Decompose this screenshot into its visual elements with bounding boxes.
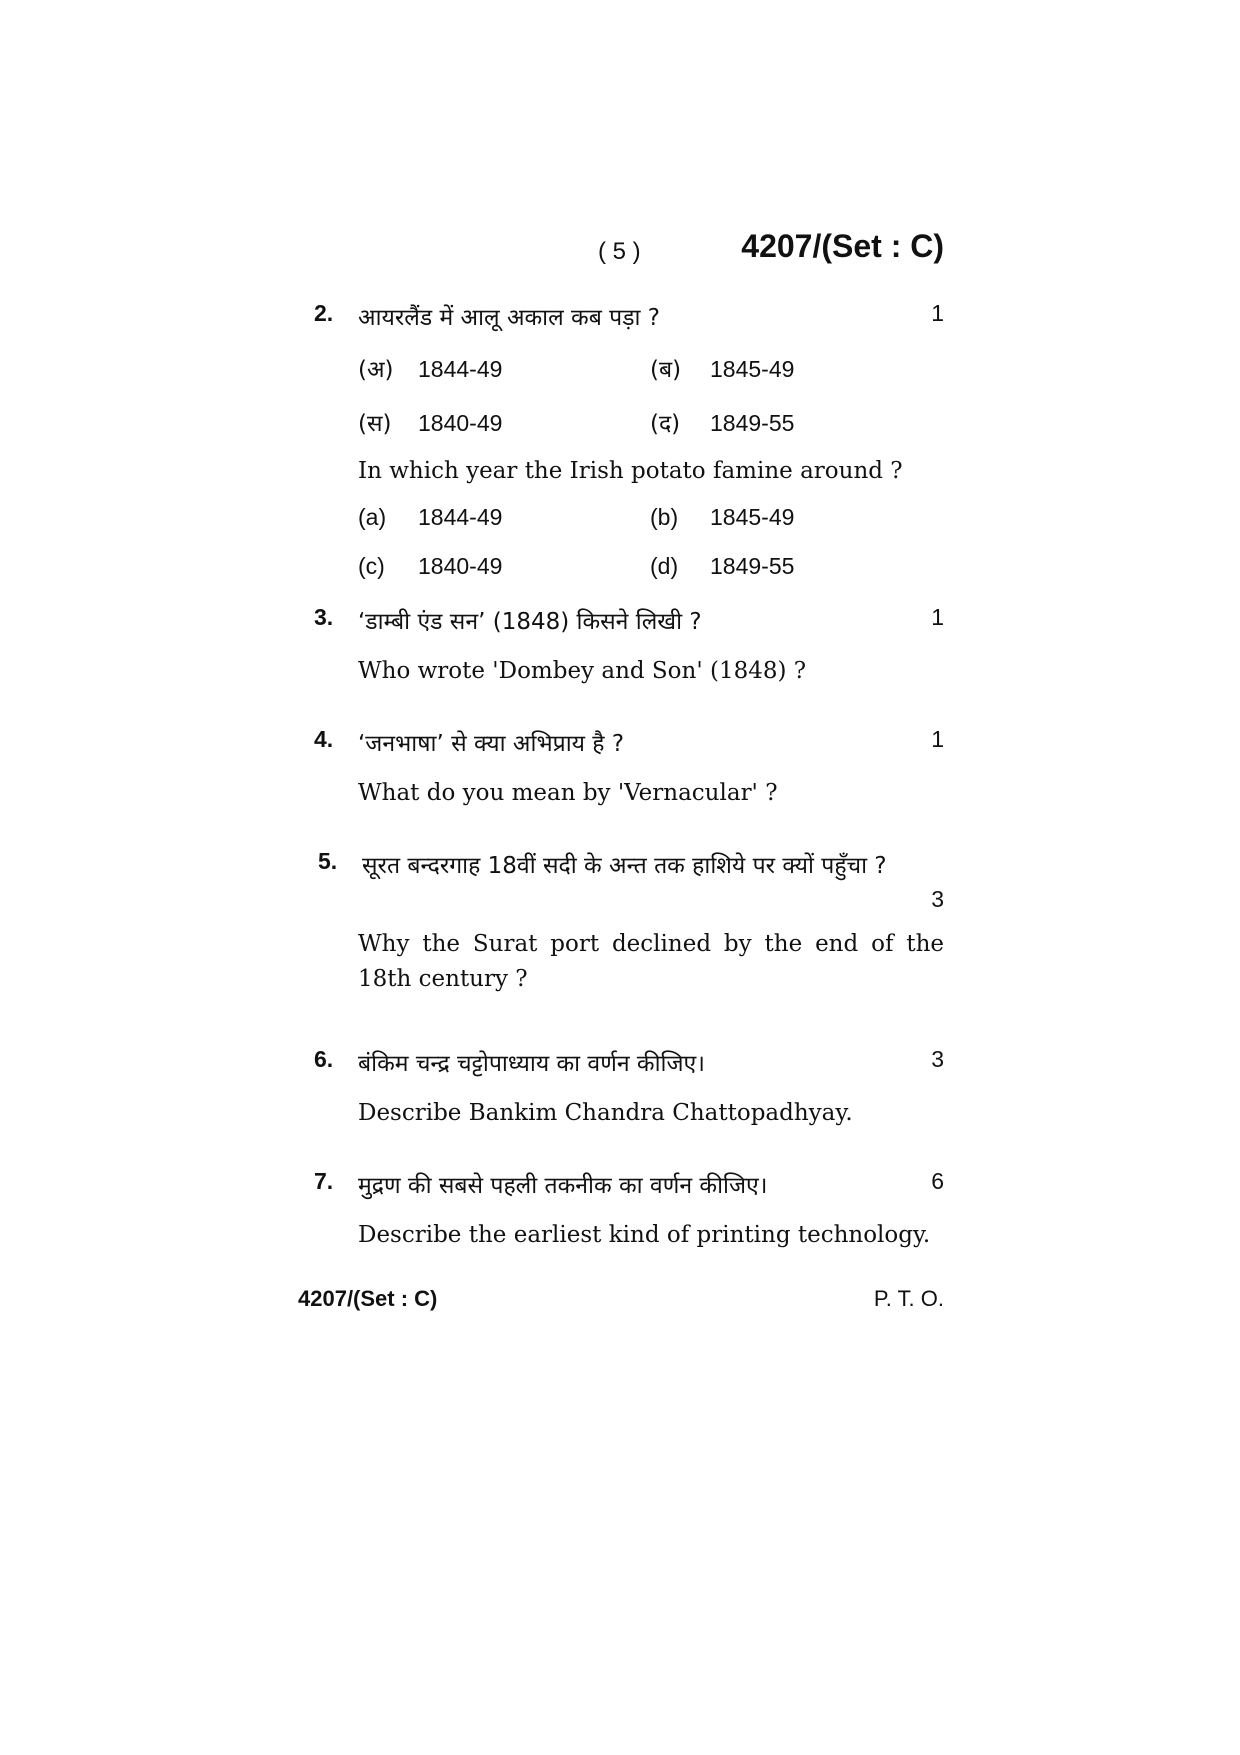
option-value: 1849-55 bbox=[710, 553, 795, 579]
question-6 bbox=[314, 1046, 944, 1126]
question-number: 3. bbox=[314, 604, 334, 630]
paper-code-header: 4207/(Set : C) bbox=[741, 228, 944, 264]
option bbox=[650, 504, 900, 531]
question-text-hindi: बंकिम चन्द्र चट्टोपाध्याय का वर्णन कीजिए। bbox=[358, 1051, 705, 1077]
question-marks: 3 bbox=[931, 886, 944, 912]
option bbox=[358, 352, 650, 384]
question-text-hindi: ‘जनभाषा’ से क्या अभिप्राय है ? bbox=[358, 731, 625, 757]
option-label: (b) bbox=[650, 504, 679, 530]
question-3 bbox=[314, 604, 944, 684]
option-label: (स) bbox=[358, 411, 392, 437]
question-2 bbox=[314, 300, 944, 580]
option-value: 1840-49 bbox=[418, 410, 503, 436]
option-value: 1840-49 bbox=[418, 553, 503, 579]
question-text-hindi: मुद्रण की सबसे पहली तकनीक का वर्णन कीजिए। bbox=[358, 1173, 768, 1199]
option-label: (ब) bbox=[650, 357, 682, 383]
option-label: (c) bbox=[358, 553, 385, 579]
question-text-hindi: ‘डाम्बी एंड सन’ (1848) किसने लिखी ? bbox=[358, 609, 702, 635]
question-number: 7. bbox=[314, 1168, 334, 1194]
question-marks: 6 bbox=[931, 1168, 944, 1194]
page-number: ( 5 ) bbox=[598, 238, 641, 265]
question-marks: 3 bbox=[931, 1046, 944, 1072]
question-text-english: In which year the Irish potato famine around ? bbox=[358, 458, 903, 484]
question-5 bbox=[314, 848, 944, 996]
please-turn-over: P. T. O. bbox=[873, 1286, 944, 1311]
question-7 bbox=[314, 1168, 944, 1248]
question-text-english: Describe Bankim Chandra Chattopadhyay. bbox=[358, 1100, 853, 1126]
question-number: 2. bbox=[314, 300, 334, 326]
option bbox=[650, 352, 900, 384]
question-marks: 1 bbox=[931, 726, 944, 752]
option-value: 1845-49 bbox=[710, 504, 795, 530]
option-label: (a) bbox=[358, 504, 387, 530]
question-number: 5. bbox=[318, 848, 338, 874]
question-text-english: Who wrote 'Dombey and Son' (1848) ? bbox=[358, 658, 807, 684]
question-text-english: Why the Surat port declined by the end of the 18th century ? bbox=[358, 931, 944, 992]
option-value: 1845-49 bbox=[710, 356, 795, 382]
option-value: 1849-55 bbox=[710, 410, 795, 436]
option bbox=[358, 504, 650, 531]
option-label: (द) bbox=[650, 411, 681, 437]
question-text-english: Describe the earliest kind of printing technology. bbox=[358, 1222, 931, 1248]
question-marks: 1 bbox=[931, 300, 944, 326]
question-marks: 1 bbox=[931, 604, 944, 630]
option-label: (अ) bbox=[358, 357, 394, 383]
paper-code-footer: 4207/(Set : C) bbox=[298, 1286, 438, 1311]
question-text-hindi: सूरत बन्दरगाह 18वीं सदी के अन्त तक हाशिये पर क्यों पहुँचा ? bbox=[362, 853, 887, 879]
option bbox=[650, 553, 900, 580]
question-text-english: What do you mean by 'Vernacular' ? bbox=[358, 780, 778, 806]
option bbox=[650, 406, 900, 438]
hindi-options bbox=[358, 352, 944, 438]
question-4 bbox=[314, 726, 944, 806]
option bbox=[358, 553, 650, 580]
question-text-hindi: आयरलैंड में आलू अकाल कब पड़ा ? bbox=[358, 305, 660, 331]
option-value: 1844-49 bbox=[418, 504, 503, 530]
option bbox=[358, 406, 650, 438]
english-options bbox=[358, 504, 944, 580]
question-number: 4. bbox=[314, 726, 334, 752]
question-number: 6. bbox=[314, 1046, 334, 1072]
option-value: 1844-49 bbox=[418, 356, 503, 382]
option-label: (d) bbox=[650, 553, 679, 579]
